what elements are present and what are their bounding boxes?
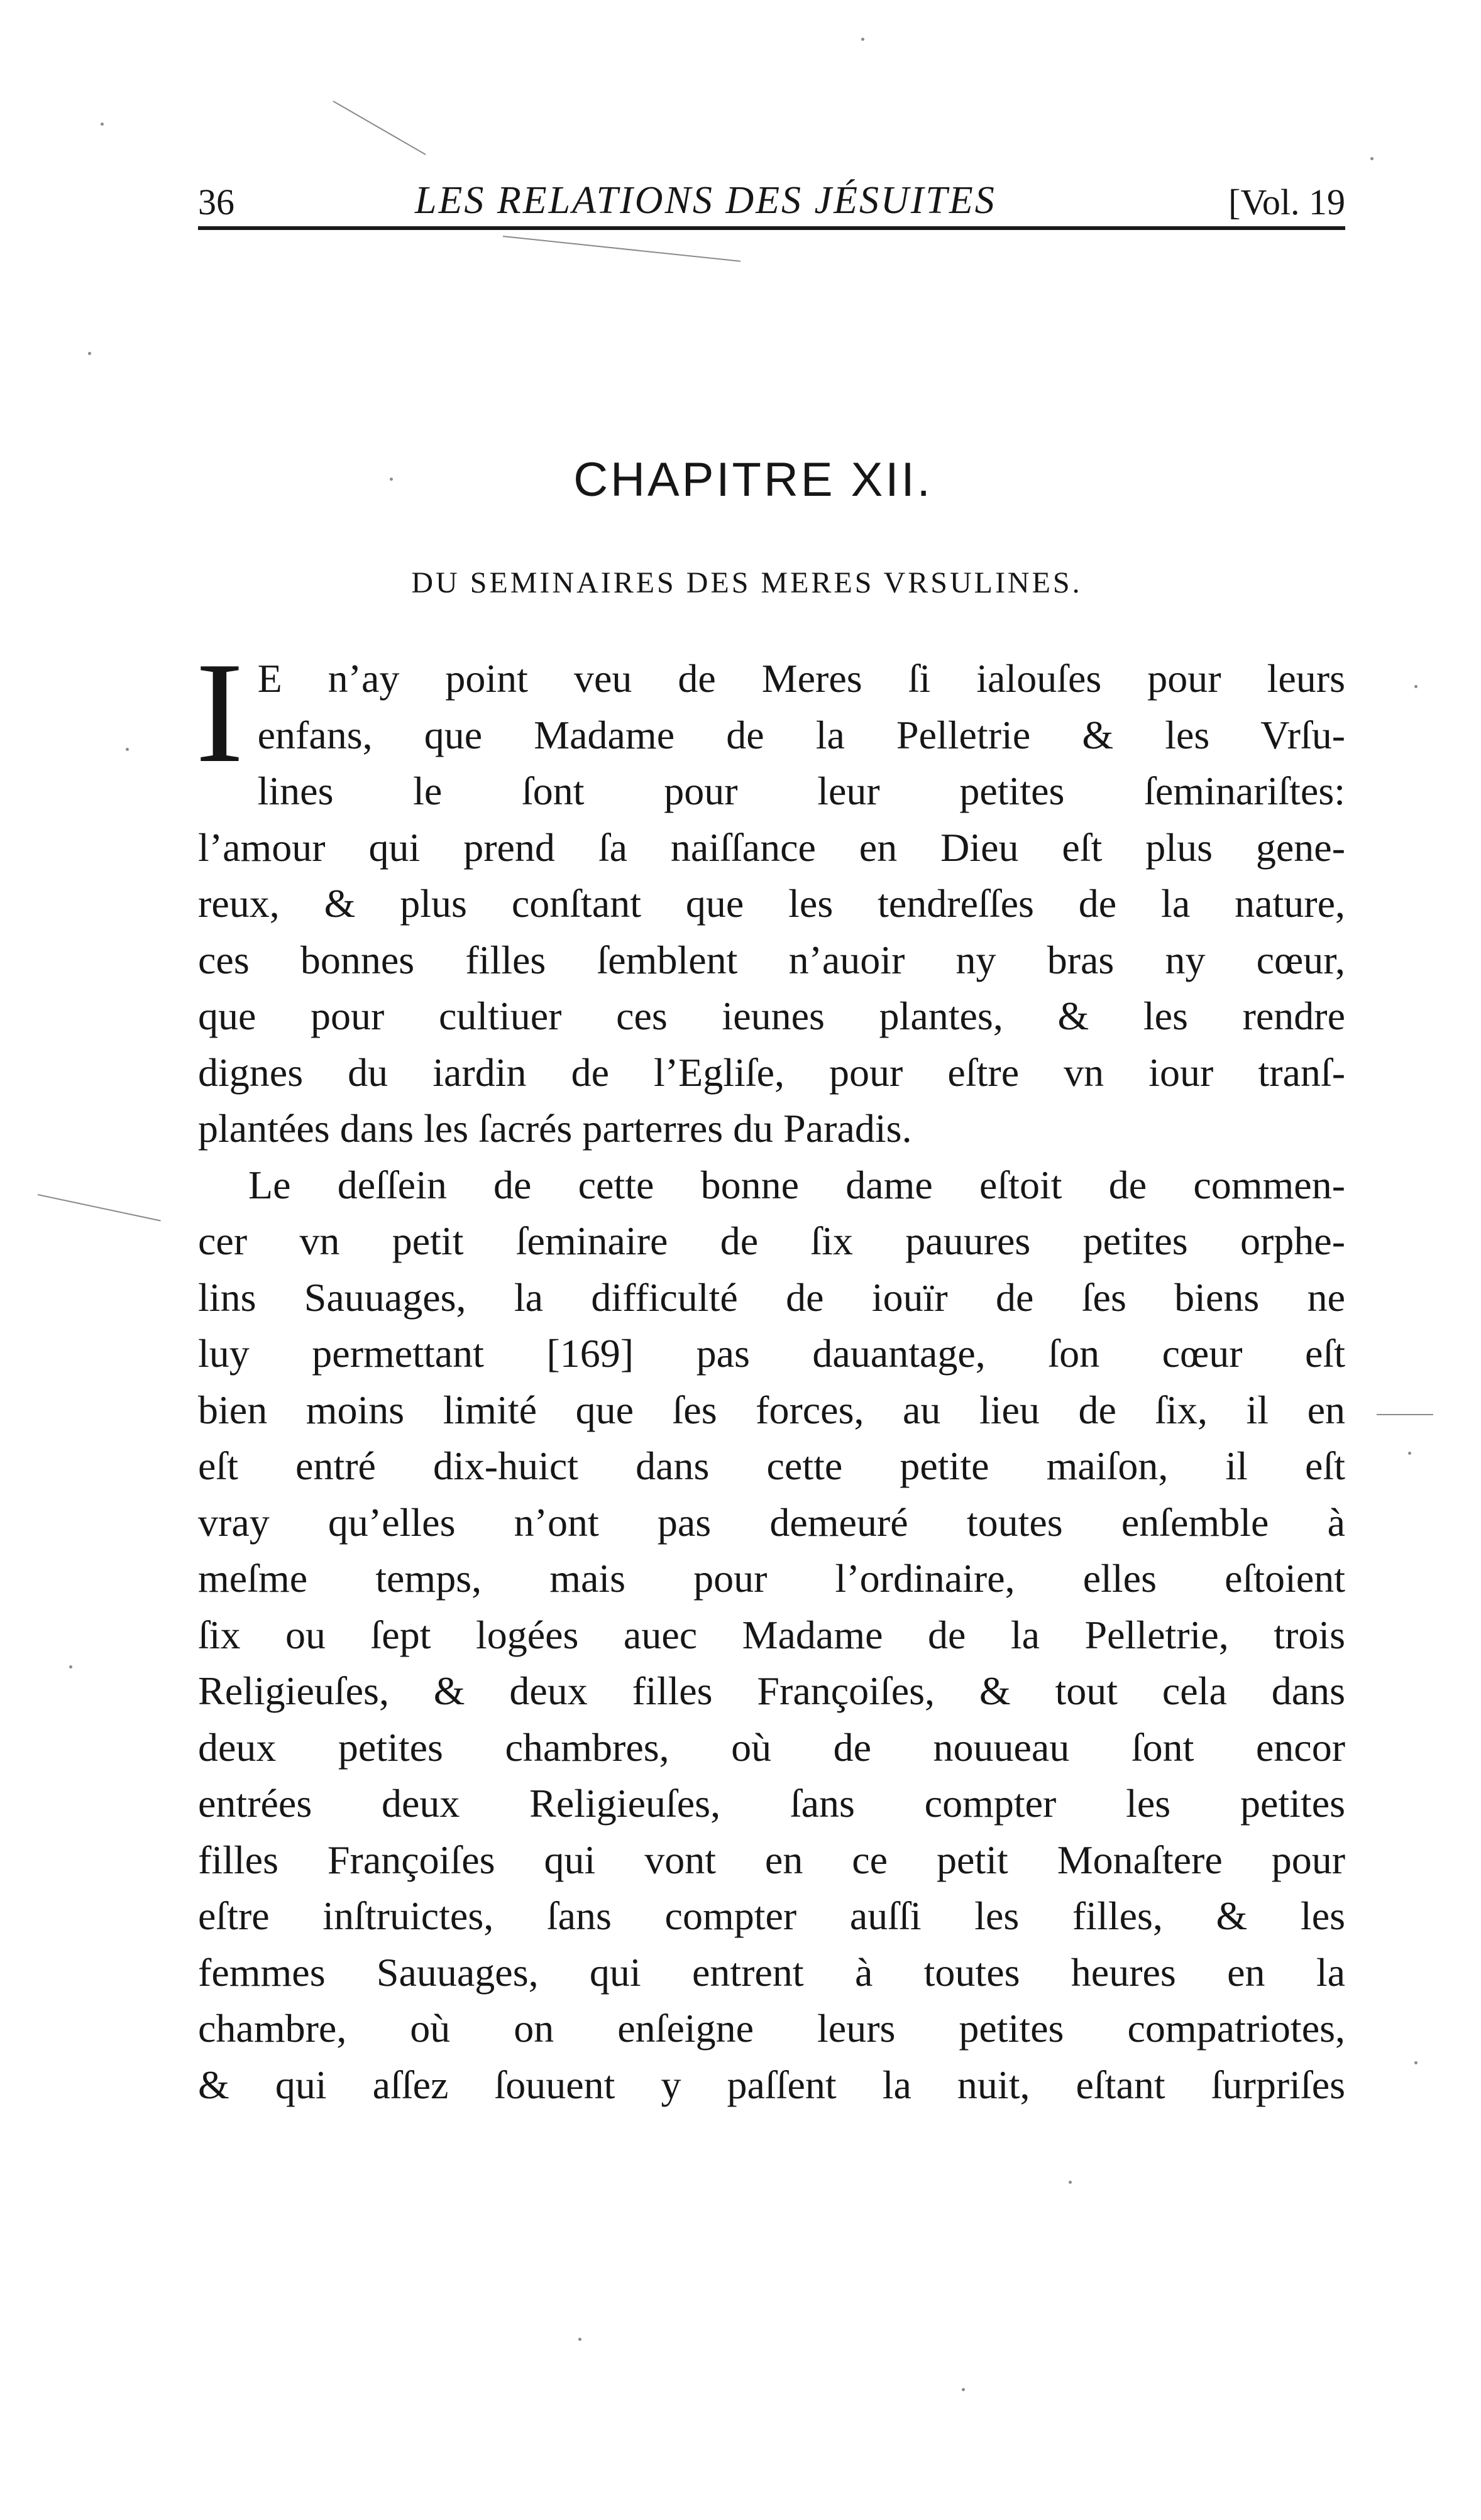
text-line: entrées deux Religieuſes, ſans compter les petites <box>198 1781 1345 1826</box>
text-line: enfans, que Madame de la Pelletrie & les Vrſu- <box>257 712 1345 757</box>
scan-speck <box>126 748 129 751</box>
chapter-subtitle: DU SEMINAIRES DES MERES VRSULINES. <box>411 566 1082 600</box>
scan-stroke <box>333 101 426 155</box>
text-line: dignes du iardin de l’Egliſe, pour eſtre vn iour tranſ- <box>198 1049 1345 1095</box>
text-line: Le deſſein de cette bonne dame eſtoit de commen- <box>248 1162 1345 1207</box>
scan-speck <box>1069 2181 1072 2184</box>
scan-speck <box>578 2338 581 2341</box>
scan-speck <box>390 478 393 481</box>
scan-speck <box>1408 1452 1411 1455</box>
text-line: E n’ay point veu de Meres ſi ialouſes pour leurs <box>257 656 1345 701</box>
paragraph-2 <box>198 1157 1345 2113</box>
page-number: 36 <box>198 182 234 222</box>
text-line: l’amour qui prend ſa naiſſance en Dieu eſt plus gene- <box>198 824 1345 870</box>
text-line: & qui aſſez ſouuent y paſſent la nuit, eſtant ſurpriſes <box>198 2062 1345 2107</box>
text-line: chambre, où on enſeigne leurs petites compatriotes, <box>198 2006 1345 2051</box>
text-line: ſix ou ſept logées auec Madame de la Pelletrie, trois <box>198 1612 1345 1657</box>
chapter-title: CHAPITRE XII. <box>573 453 933 507</box>
text-line: plantées dans les ſacrés parterres du Paradis. <box>198 1106 912 1151</box>
text-line: lines le ſont pour leur petites ſeminariſtes: <box>257 769 1345 813</box>
scan-speck <box>861 38 864 41</box>
text-line: Religieuſes, & deux filles Françoiſes, & tout cela dans <box>198 1668 1345 1713</box>
text-line: luy permettant [169] pas dauantage, ſon cœur eſt <box>198 1331 1345 1376</box>
scan-stroke <box>38 1194 161 1222</box>
text-line: bien moins limité que ſes forces, au lieu de ſix, il en <box>198 1387 1345 1432</box>
scan-speck <box>1414 2061 1418 2064</box>
text-line: femmes Sauuages, qui entrent à toutes heures en la <box>198 1949 1345 1995</box>
text-line: lins Sauuages, la difficulté de iouïr de ſes biens ne <box>198 1274 1345 1320</box>
text-line: ces bonnes filles ſemblent n’auoir ny bras ny cœur, <box>198 937 1345 982</box>
text-line: reux, & plus conſtant que les tendreſſes de la nature, <box>198 881 1345 926</box>
scan-stroke <box>503 236 740 262</box>
text-line: meſme temps, mais pour l’ordinaire, elles eſtoient <box>198 1556 1345 1601</box>
scan-speck <box>1414 685 1418 688</box>
scan-stroke <box>1377 1414 1433 1415</box>
drop-cap: I <box>195 632 244 792</box>
volume-label: [Vol. 19 <box>1228 182 1345 222</box>
text-line: deux petites chambres, où de nouueau ſont encor <box>198 1724 1345 1770</box>
paragraph-1 <box>195 632 1345 1157</box>
text-line: eſtre inſtruictes, ſans compter auſſi les filles, & les <box>198 1893 1345 1938</box>
text-line: eſt entré dix-huict dans cette petite maiſon, il eſt <box>198 1444 1345 1488</box>
running-header <box>198 170 1345 230</box>
text-line: vray qu’elles n’ont pas demeuré toutes enſemble à <box>198 1499 1345 1545</box>
scan-speck <box>69 1665 72 1668</box>
scan-speck <box>101 123 104 126</box>
text-line: cer vn petit ſeminaire de ſix pauures petites orphe- <box>198 1219 1345 1263</box>
text-line: filles Françoiſes qui vont en ce petit Monaſtere pour <box>198 1837 1345 1882</box>
scan-speck <box>962 2388 965 2391</box>
body-text <box>195 632 1345 2113</box>
scan-speck <box>88 352 91 355</box>
scan-speck <box>1370 157 1374 160</box>
running-title: LES RELATIONS DES JÉSUITES <box>415 179 996 222</box>
text-line: que pour cultiuer ces ieunes plantes, & les rendre <box>198 994 1345 1038</box>
